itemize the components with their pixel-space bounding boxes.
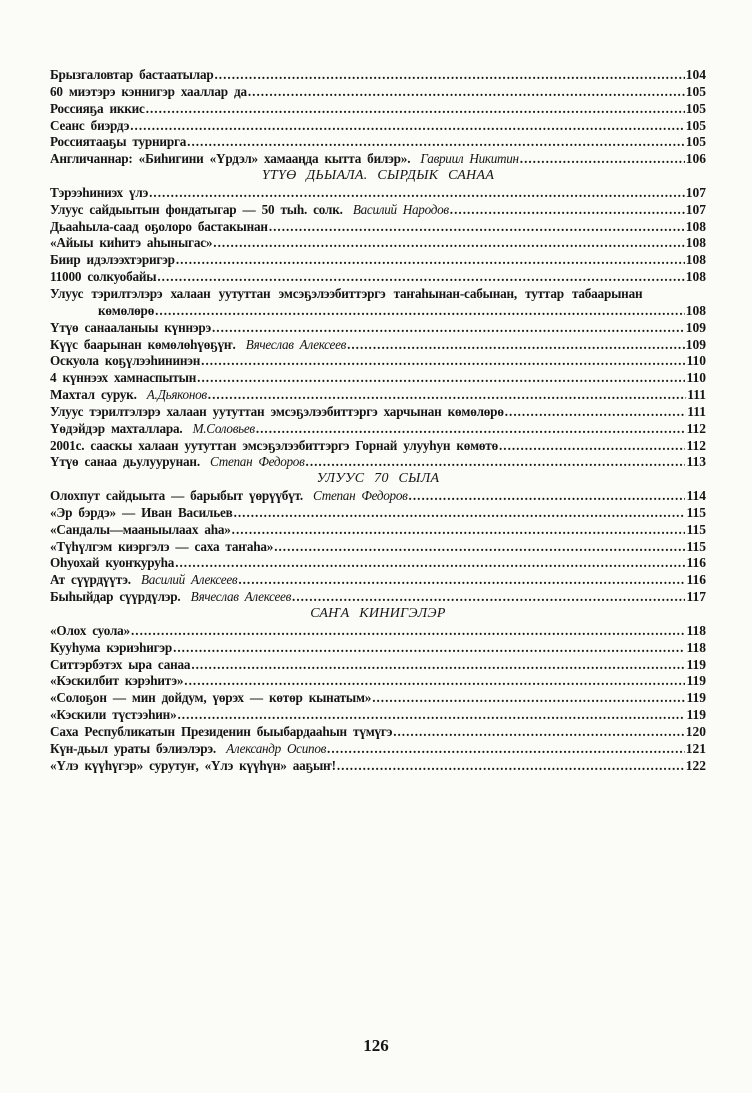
- toc-entry: [50, 505, 706, 522]
- toc-entry: [50, 151, 706, 168]
- toc-entry: [50, 673, 706, 690]
- toc-entry: [50, 657, 706, 674]
- dot-leader: [232, 522, 686, 539]
- entry-title: Россиятааҕы турнирга: [50, 134, 187, 150]
- entry-author: Василий Алексеев: [141, 572, 238, 588]
- dot-leader: [149, 185, 685, 202]
- entry-title: 4 күннээх хамнаспытын: [50, 370, 197, 386]
- toc-entry: [50, 741, 706, 758]
- entry-page-number: 115: [686, 538, 706, 554]
- dot-leader: [372, 690, 685, 707]
- entry-title: Улуус тэрилтэлэрэ халаан уутуттан эмсэҕэлээбиттэргэ харчынан көмөлөрө: [50, 403, 504, 419]
- toc-entry: [50, 337, 706, 354]
- toc-entry: [50, 454, 706, 471]
- entry-page-number: 119: [686, 690, 706, 706]
- toc-entry: [50, 235, 706, 252]
- dot-leader: [130, 118, 685, 135]
- dot-leader: [187, 134, 685, 151]
- dot-leader: [347, 337, 685, 354]
- entry-page-number: 107: [685, 184, 706, 200]
- entry-title: Оһуохай куоҥкуруһа: [50, 555, 175, 571]
- section-heading: УЛУУС 70 СЫЛА: [316, 471, 440, 487]
- toc-entry: [50, 320, 706, 337]
- entry-title: Быһыйдар сүүрдүлэр. Вячеслав Алексеев: [50, 589, 292, 605]
- dot-leader: [327, 741, 685, 758]
- entry-page-number: 110: [686, 370, 706, 386]
- dot-leader: [184, 673, 685, 690]
- entry-page-number: 122: [685, 757, 706, 773]
- entry-page-number: 110: [686, 353, 706, 369]
- entry-author: Василий Народов: [352, 201, 449, 217]
- entry-page-number: 116: [686, 572, 706, 588]
- dot-leader: [173, 640, 685, 657]
- toc-entry: [50, 101, 706, 118]
- entry-author: М.Соловьев: [192, 420, 255, 436]
- entry-page-number: 116: [686, 555, 706, 571]
- entry-title: Ситтэрбэтэх ыра санаа: [50, 656, 191, 672]
- entry-title: Оскуола коҕүлээһининэн: [50, 353, 201, 369]
- entry-page-number: 105: [685, 83, 706, 99]
- dot-leader: [176, 252, 685, 269]
- toc-entry: [50, 522, 706, 539]
- dot-leader: [248, 84, 685, 101]
- dot-leader: [505, 404, 687, 421]
- entry-page-number: 113: [686, 454, 706, 470]
- entry-page-number: 105: [685, 117, 706, 133]
- table-of-contents: [50, 67, 706, 774]
- toc-entry: [50, 84, 706, 101]
- toc-entry: [50, 539, 706, 556]
- entry-page-number: 118: [686, 622, 706, 638]
- entry-title: Тэрээһиниэх үлэ: [50, 184, 149, 200]
- entry-page-number: 108: [685, 218, 706, 234]
- entry-title: Күүс баарынан көмөлөһүөҕүҥ. Вячеслав Алексеев: [50, 336, 347, 352]
- dot-leader: [306, 454, 686, 471]
- entry-page-number: 115: [686, 521, 706, 537]
- entry-page-number: 119: [686, 707, 706, 723]
- entry-title: көмөлөрө: [98, 302, 155, 318]
- entry-page-number: 109: [685, 336, 706, 352]
- entry-title: Ат сүүрдүүтэ. Василий Алексеев: [50, 572, 238, 588]
- toc-entry: [50, 640, 706, 657]
- entry-title: Күн-дьыл ураты бэлиэлэрэ. Александр Осипов: [50, 740, 327, 756]
- toc-entry: [50, 572, 706, 589]
- entry-title: «Эр бэрдэ» — Иван Васильев: [50, 504, 233, 520]
- toc-entry: [50, 118, 706, 135]
- toc-entry: [50, 421, 706, 438]
- dot-leader: [191, 657, 685, 674]
- entry-title: Улуус тэрилтэлэрэ халаан уутуттан эмсэҕэлээбиттэргэ таҥаһынан-сабынан, туттар табаарынан: [50, 285, 643, 301]
- dot-leader: [274, 539, 685, 556]
- dot-leader: [292, 589, 685, 606]
- entry-page-number: 112: [686, 437, 706, 453]
- entry-title: 11000 солкуобайы: [50, 269, 157, 285]
- entry-author: Степан Федоров: [313, 488, 408, 504]
- dot-leader: [215, 67, 685, 84]
- dot-leader: [238, 572, 685, 589]
- toc-entry: [50, 202, 706, 219]
- entry-title: «Сандалы—мааныылаах аһа»: [50, 521, 231, 537]
- dot-leader: [409, 488, 686, 505]
- dot-leader: [520, 151, 685, 168]
- dot-leader: [269, 219, 685, 236]
- dot-leader: [256, 421, 686, 438]
- entry-title: Дьааһыла-саад оҕолоро бастакынан: [50, 218, 268, 234]
- entry-page-number: 104: [685, 67, 706, 82]
- entry-page-number: 105: [685, 134, 706, 150]
- entry-page-number: 111: [687, 403, 706, 419]
- entry-title: «Солоҕон — мин дойдум, үөрэх — көтөр кынатым»: [50, 690, 372, 706]
- entry-title: 60 миэтэрэ кэннигэр хааллар да: [50, 83, 247, 99]
- toc-entry: [50, 252, 706, 269]
- dot-leader: [234, 505, 686, 522]
- toc-entry: [50, 134, 706, 151]
- entry-title: «Кэскили түстээһин»: [50, 707, 177, 723]
- entry-title: «Олох суола»: [50, 622, 130, 638]
- toc-entry: [50, 303, 706, 320]
- dot-leader: [212, 320, 685, 337]
- entry-title: Үтүө санааланыы күннэрэ: [50, 319, 211, 335]
- entry-title: Үөдэйдэр махталлара. М.Соловьев: [50, 420, 255, 436]
- toc-entry: [50, 623, 706, 640]
- entry-title: «Кэскилбит кэрэһитэ»: [50, 673, 184, 689]
- toc-entry: [50, 758, 706, 775]
- entry-title: «Үлэ күүһүгэр» сурутуҥ, «Үлэ күүһүн» ааҕыҥ!: [50, 757, 336, 773]
- dot-leader: [131, 623, 686, 640]
- page-number: 126: [363, 1036, 389, 1055]
- entry-title: Үтүө санаа дьулуурунан. Степан Федоров: [50, 454, 305, 470]
- entry-author: Вячеслав Алексеев: [190, 589, 292, 605]
- toc-entry: [50, 269, 706, 286]
- toc-entry: [50, 219, 706, 236]
- toc-entry: [50, 488, 706, 505]
- entry-page-number: 106: [685, 151, 706, 167]
- entry-page-number: 112: [686, 420, 706, 436]
- entry-page-number: 121: [685, 740, 706, 756]
- section-heading: ҮТҮӨ ДЬЫАЛА. СЫРДЫК САНАА: [261, 168, 495, 184]
- toc-entry: [50, 707, 706, 724]
- toc-entry: [50, 185, 706, 202]
- dot-leader: [201, 353, 685, 370]
- section-heading: САҤА КИНИГЭЛЭР: [310, 606, 446, 621]
- entry-title: Сеанс биэрдэ: [50, 117, 130, 133]
- entry-page-number: 108: [685, 269, 706, 285]
- entry-title: Англичаннар: «Биһигини «Үрдэл» хамааңда кытта билэр». Гавриил Никитин: [50, 151, 519, 167]
- entry-author: А.Дьяконов: [146, 387, 207, 403]
- dot-leader: [213, 235, 684, 252]
- entry-page-number: 118: [686, 639, 706, 655]
- entry-page-number: 111: [687, 387, 706, 403]
- toc-entry: [50, 387, 706, 404]
- entry-title: Россияҕа иккис: [50, 100, 145, 116]
- entry-page-number: 119: [686, 673, 706, 689]
- entry-title: 2001с. сааскы халаан уутуттан эмсэҕэлээбиттэргэ Горнай улууһун көмөтө: [50, 437, 498, 453]
- entry-page-number: 109: [685, 319, 706, 335]
- dot-leader: [450, 202, 685, 219]
- toc-entry: [50, 438, 706, 455]
- entry-title: Саха Республикатын Президенин быыбардааһын түмүгэ: [50, 723, 393, 739]
- entry-page-number: 119: [686, 656, 706, 672]
- dot-leader: [393, 724, 685, 741]
- dot-leader: [177, 707, 685, 724]
- entry-title: Кууһума кэриэһигэр: [50, 639, 173, 655]
- entry-title: Биир идэлээхтэригэр: [50, 252, 175, 268]
- entry-page-number: 108: [685, 302, 706, 318]
- toc-entry: [50, 555, 706, 572]
- toc-entry: [50, 690, 706, 707]
- entry-page-number: 115: [686, 504, 706, 520]
- entry-title: Улуус сайдыытын фондатыгар — 50 тыһ. солк. Василий Народов: [50, 201, 449, 217]
- dot-leader: [337, 758, 685, 775]
- entry-author: Вячеслав Алексеев: [245, 336, 347, 352]
- dot-leader: [197, 370, 685, 387]
- entry-page-number: 107: [685, 201, 706, 217]
- entry-title: «Айыы киһитэ аһыныгас»: [50, 235, 213, 251]
- entry-page-number: 108: [685, 252, 706, 268]
- toc-entry: [50, 353, 706, 370]
- dot-leader: [157, 269, 684, 286]
- entry-page-number: 114: [686, 488, 706, 504]
- entry-title: «Түһүлгэм киэргэлэ — саха таҥаһа»: [50, 538, 274, 554]
- toc-entry: [50, 67, 706, 84]
- toc-entry: [50, 404, 706, 421]
- entry-page-number: 105: [685, 100, 706, 116]
- entry-title: Махтал сурук. А.Дьяконов: [50, 387, 207, 403]
- dot-leader: [499, 438, 686, 455]
- entry-author: Степан Федоров: [210, 454, 305, 470]
- entry-page-number: 117: [686, 589, 706, 605]
- dot-leader: [146, 101, 685, 118]
- dot-leader: [155, 303, 685, 320]
- dot-leader: [208, 387, 686, 404]
- toc-entry: [50, 589, 706, 606]
- entry-title: Олохпут сайдыыта — барыбыт үөрүүбүт. Степан Федоров: [50, 488, 408, 504]
- entry-page-number: 120: [685, 723, 706, 739]
- entry-author: Александр Осипов: [226, 740, 327, 756]
- dot-leader: [175, 555, 685, 572]
- toc-entry: [50, 724, 706, 741]
- entry-page-number: 108: [685, 235, 706, 251]
- entry-title: Брызгаловтар бастаатылар: [50, 67, 214, 82]
- entry-author: Гавриил Никитин: [420, 151, 519, 167]
- toc-entry: [50, 370, 706, 387]
